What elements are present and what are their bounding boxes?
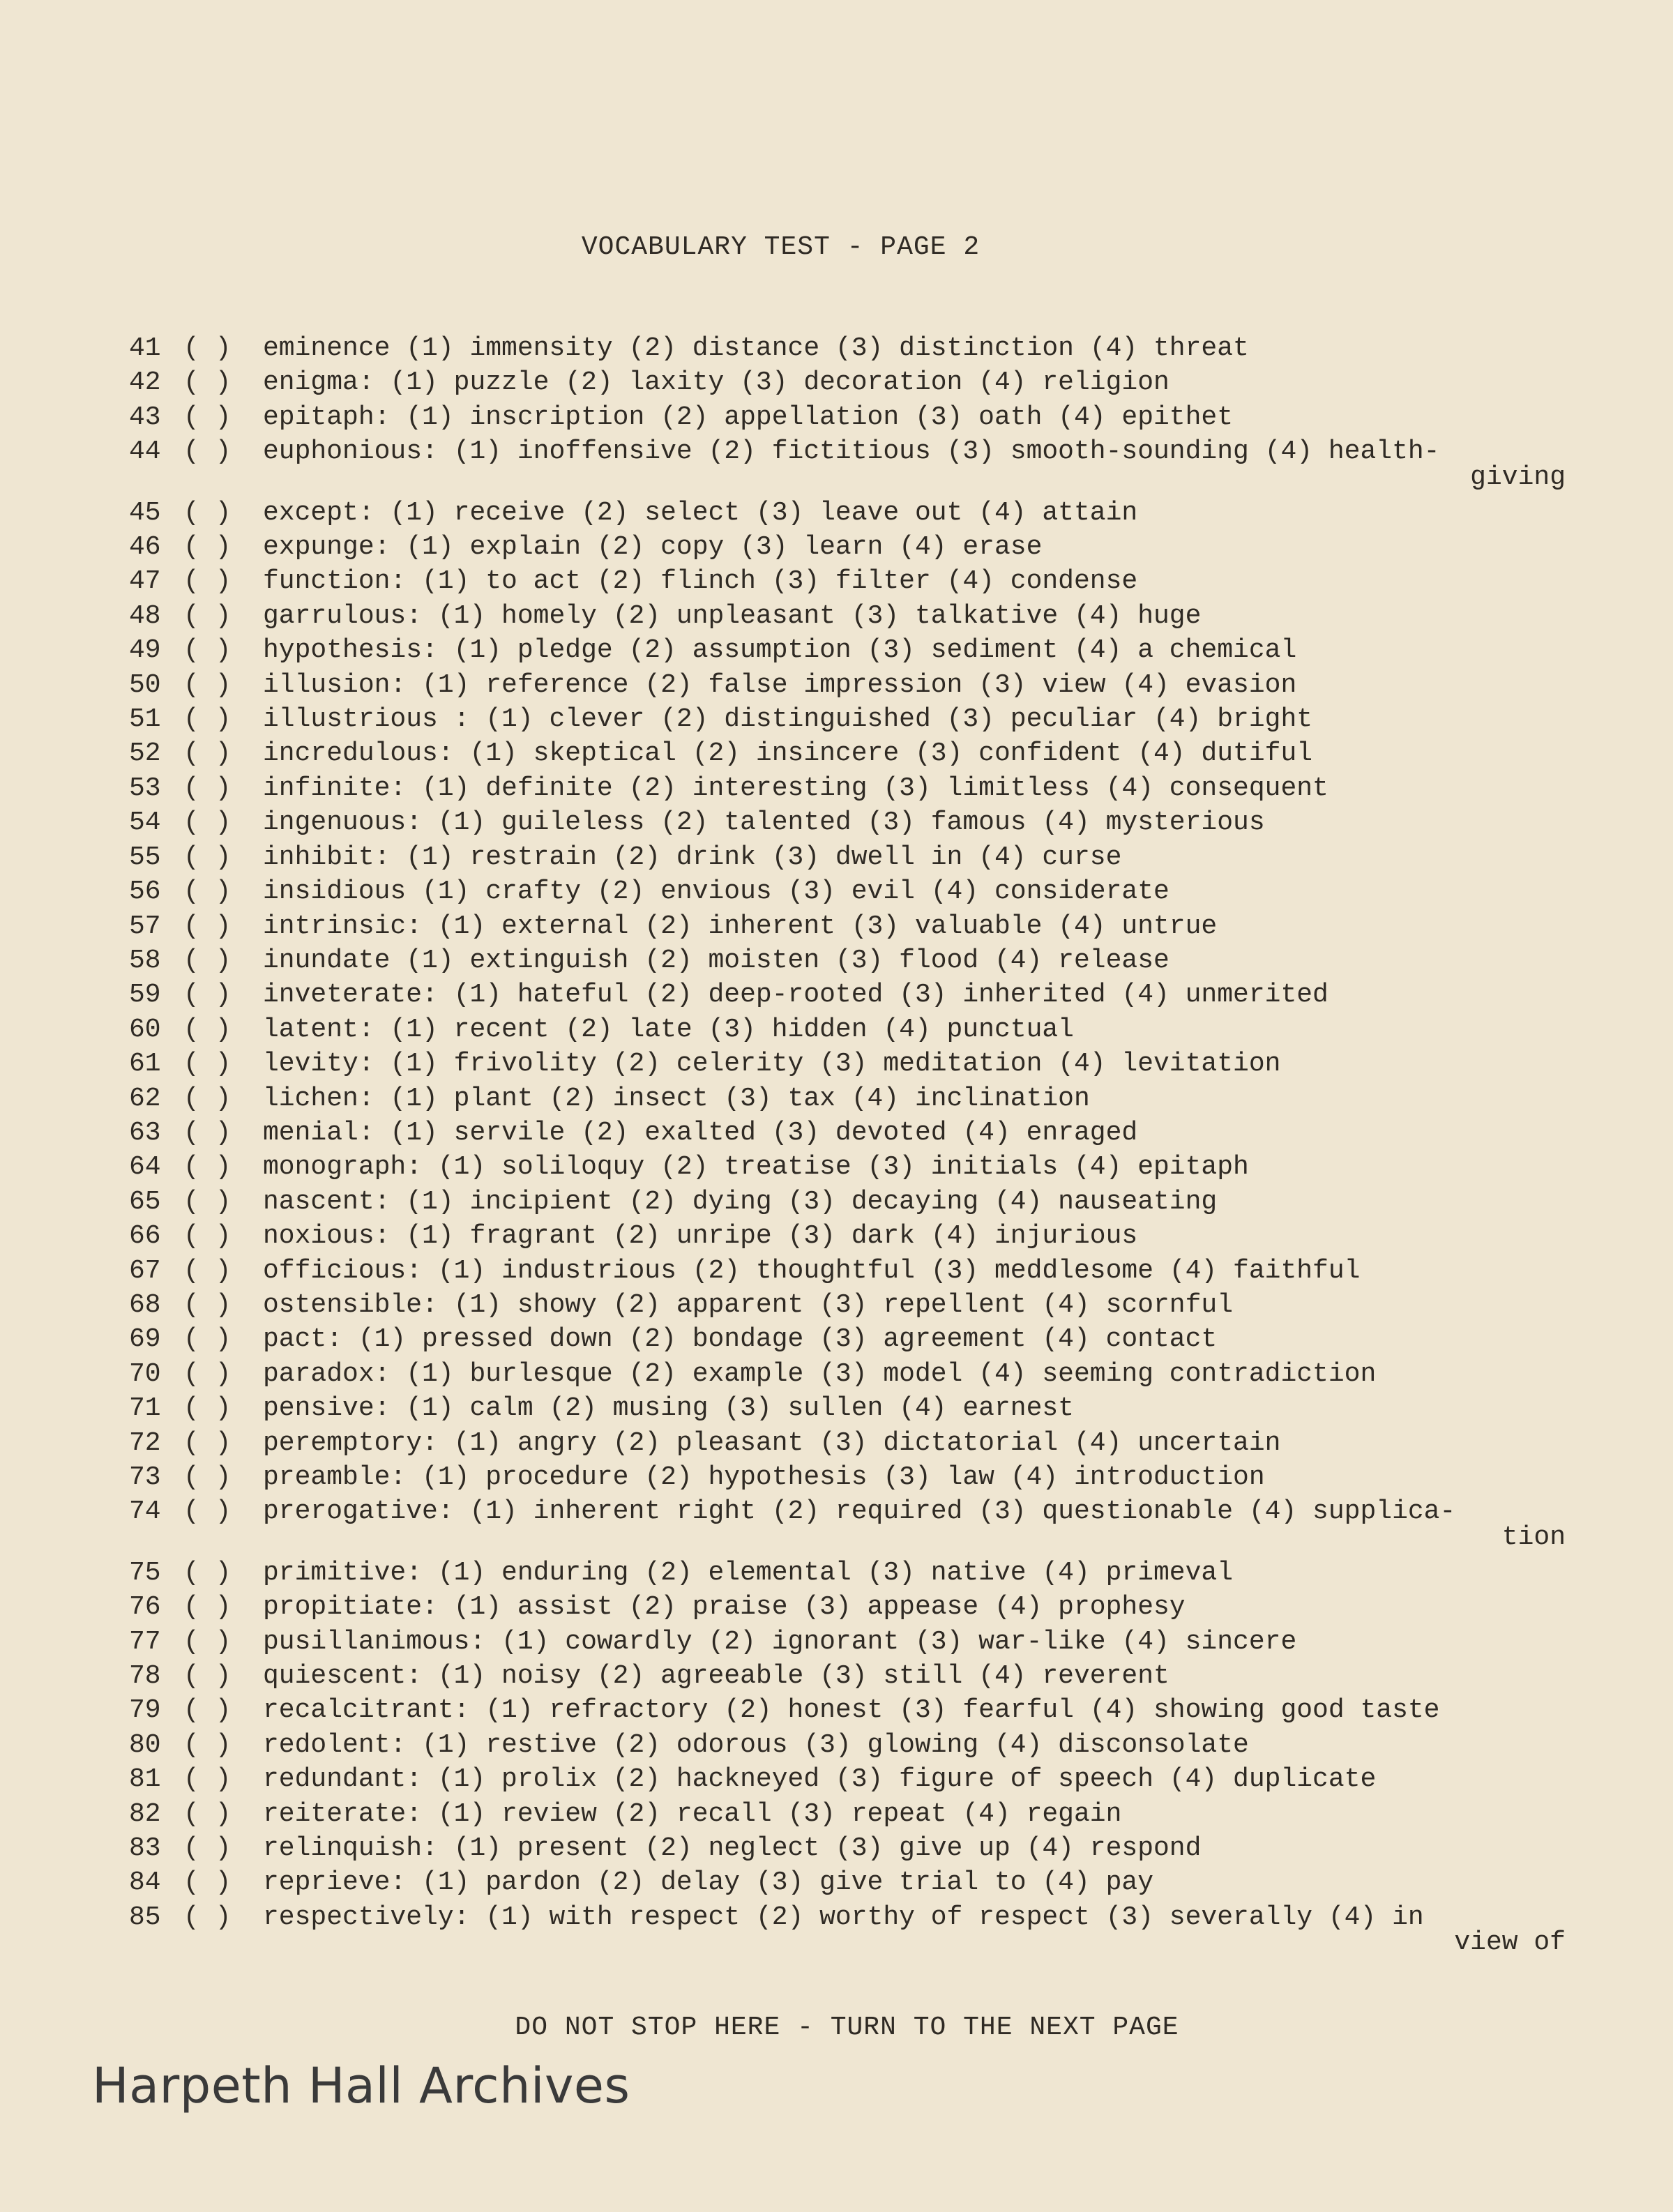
item-question-text: insidious (1) crafty (2) envious (3) evil (4) considerate: [263, 877, 1169, 907]
answer-blank[interactable]: ( ): [183, 1152, 232, 1183]
answer-blank[interactable]: ( ): [183, 773, 232, 803]
item-number: 62: [129, 1083, 161, 1114]
vocabulary-item: [129, 1590, 1566, 1624]
answer-blank[interactable]: ( ): [183, 808, 232, 838]
item-question-text: incredulous: (1) skeptical (2) insincere (3) confident (4) dutiful: [263, 738, 1313, 769]
vocabulary-item: [129, 434, 1566, 469]
item-number: 73: [129, 1462, 161, 1492]
answer-blank[interactable]: ( ): [183, 1798, 232, 1829]
item-question-text: latent: (1) recent (2) late (3) hidden (4) punctual: [263, 1014, 1074, 1045]
vocabulary-item: [129, 1728, 1566, 1762]
answer-blank[interactable]: ( ): [183, 402, 232, 432]
vocabulary-item: [129, 1494, 1566, 1529]
item-number: 76: [129, 1592, 161, 1623]
item-number: 45: [129, 497, 161, 528]
answer-blank[interactable]: ( ): [183, 1868, 232, 1898]
item-number: 65: [129, 1186, 161, 1217]
item-number: 70: [129, 1358, 161, 1389]
vocabulary-item: [129, 944, 1566, 978]
answer-blank[interactable]: ( ): [183, 1083, 232, 1114]
item-question-text: pact: (1) pressed down (2) bondage (3) agreement (4) contact: [263, 1324, 1218, 1355]
item-number: 43: [129, 402, 161, 432]
item-question-text: redundant: (1) prolix (2) hackneyed (3) figure of speech (4) duplicate: [263, 1764, 1377, 1795]
vocabulary-item: [129, 736, 1566, 771]
vocabulary-item: [129, 1865, 1566, 1900]
item-number: 71: [129, 1393, 161, 1424]
answer-blank[interactable]: ( ): [183, 497, 232, 528]
vocabulary-item: [129, 1116, 1566, 1150]
item-question-text: quiescent: (1) noisy (2) agreeable (3) still (4) reverent: [263, 1661, 1169, 1692]
answer-blank[interactable]: ( ): [183, 1729, 232, 1760]
item-question-text: ingenuous: (1) guileless (2) talented (3) famous (4) mysterious: [263, 808, 1265, 838]
item-number: 67: [129, 1255, 161, 1286]
vocabulary-item: [129, 840, 1566, 874]
archive-watermark: Harpeth Hall Archives: [92, 2057, 630, 2114]
vocabulary-item: [129, 633, 1566, 667]
answer-blank[interactable]: ( ): [183, 333, 232, 363]
item-question-text: inhibit: (1) restrain (2) drink (3) dwell in (4) curse: [263, 842, 1122, 872]
answer-blank[interactable]: ( ): [183, 1695, 232, 1726]
item-number: 68: [129, 1289, 161, 1320]
item-number: 78: [129, 1661, 161, 1692]
item-question-text: prerogative: (1) inherent right (2) required (3) questionable (4) supplica-: [263, 1497, 1456, 1527]
answer-blank[interactable]: ( ): [183, 911, 232, 941]
answer-blank[interactable]: ( ): [183, 1626, 232, 1657]
item-number: 58: [129, 945, 161, 976]
item-number: 75: [129, 1557, 161, 1588]
answer-blank[interactable]: ( ): [183, 635, 232, 666]
vocabulary-item: [129, 1185, 1566, 1219]
vocabulary-item: [129, 1254, 1566, 1288]
item-number: 56: [129, 877, 161, 907]
answer-blank[interactable]: ( ): [183, 1289, 232, 1320]
item-question-text: menial: (1) servile (2) exalted (3) devoted (4) enraged: [263, 1117, 1138, 1148]
answer-blank[interactable]: ( ): [183, 1221, 232, 1252]
answer-blank[interactable]: ( ): [183, 1462, 232, 1492]
vocabulary-item: [129, 771, 1566, 805]
item-number: 57: [129, 911, 161, 941]
answer-blank[interactable]: ( ): [183, 368, 232, 398]
item-question-text: nascent: (1) incipient (2) dying (3) decaying (4) nauseating: [263, 1186, 1218, 1217]
item-question-text: peremptory: (1) angry (2) pleasant (3) dictatorial (4) uncertain: [263, 1427, 1281, 1458]
item-question-text: hypothesis: (1) pledge (2) assumption (3) sediment (4) a chemical: [263, 635, 1297, 666]
vocabulary-item: [129, 564, 1566, 598]
item-number: 53: [129, 773, 161, 803]
item-question-text: illusion: (1) reference (2) false impression (3) view (4) evasion: [263, 669, 1297, 700]
vocabulary-item: [129, 530, 1566, 564]
vocabulary-item: [129, 496, 1566, 530]
item-number: 63: [129, 1117, 161, 1148]
item-question-text: officious: (1) industrious (2) thoughtful (3) meddlesome (4) faithful: [263, 1255, 1361, 1286]
item-question-text: noxious: (1) fragrant (2) unripe (3) dark (4) injurious: [263, 1221, 1138, 1252]
vocabulary-item: [129, 702, 1566, 736]
answer-blank[interactable]: ( ): [183, 1186, 232, 1217]
answer-blank[interactable]: ( ): [183, 1764, 232, 1795]
answer-blank[interactable]: ( ): [183, 738, 232, 769]
item-number: 47: [129, 566, 161, 597]
item-number: 66: [129, 1221, 161, 1252]
item-question-text: recalcitrant: (1) refractory (2) honest (3) fearful (4) showing good taste: [263, 1695, 1440, 1726]
item-question-text: function: (1) to act (2) flinch (3) filter (4) condense: [263, 566, 1138, 597]
answer-blank[interactable]: ( ): [183, 1427, 232, 1458]
item-question-text: redolent: (1) restive (2) odorous (3) glowing (4) disconsolate: [263, 1729, 1249, 1760]
item-number: 60: [129, 1014, 161, 1045]
vocabulary-item: [129, 1322, 1566, 1356]
item-question-text: epitaph: (1) inscription (2) appellation (3) oath (4) epithet: [263, 402, 1234, 432]
answer-blank[interactable]: ( ): [183, 1255, 232, 1286]
item-number: 55: [129, 842, 161, 872]
vocabulary-item: [129, 1693, 1566, 1727]
answer-blank[interactable]: ( ): [183, 1661, 232, 1692]
vocabulary-item: [129, 400, 1566, 434]
answer-blank[interactable]: ( ): [183, 1393, 232, 1424]
answer-blank[interactable]: ( ): [183, 1049, 232, 1080]
answer-blank[interactable]: ( ): [183, 566, 232, 597]
vocabulary-item: [129, 365, 1566, 400]
item-number: 59: [129, 980, 161, 1010]
item-continuation-text: giving: [1470, 462, 1566, 492]
item-question-text: primitive: (1) enduring (2) elemental (3) native (4) primeval: [263, 1557, 1234, 1588]
item-number: 74: [129, 1497, 161, 1527]
item-continuation-text: view of: [1454, 1927, 1566, 1958]
answer-blank[interactable]: ( ): [183, 1324, 232, 1355]
answer-blank[interactable]: ( ): [183, 1497, 232, 1527]
vocabulary-item: [129, 668, 1566, 702]
item-number: 46: [129, 532, 161, 563]
vocabulary-item: [129, 1797, 1566, 1831]
vocabulary-item: [129, 805, 1566, 840]
answer-blank[interactable]: ( ): [183, 1592, 232, 1623]
answer-blank[interactable]: ( ): [183, 532, 232, 563]
vocabulary-item: [129, 1762, 1566, 1796]
item-number: 41: [129, 333, 161, 363]
item-question-text: ostensible: (1) showy (2) apparent (3) repellent (4) scornful: [263, 1289, 1234, 1320]
item-question-text: eminence (1) immensity (2) distance (3) distinction (4) threat: [263, 333, 1249, 363]
answer-blank[interactable]: ( ): [183, 1557, 232, 1588]
item-question-text: infinite: (1) definite (2) interesting (3) limitless (4) consequent: [263, 773, 1328, 803]
vocabulary-item: [129, 1219, 1566, 1253]
page-title: VOCABULARY TEST - PAGE 2: [581, 232, 981, 262]
answer-blank[interactable]: ( ): [183, 945, 232, 976]
item-number: 77: [129, 1626, 161, 1657]
answer-blank[interactable]: ( ): [183, 1358, 232, 1389]
vocabulary-item: [129, 874, 1566, 909]
answer-blank[interactable]: ( ): [183, 1902, 232, 1932]
answer-blank[interactable]: ( ): [183, 600, 232, 631]
vocabulary-item: [129, 1288, 1566, 1322]
item-number: 48: [129, 600, 161, 631]
item-question-text: preamble: (1) procedure (2) hypothesis (3) law (4) introduction: [263, 1462, 1265, 1492]
item-number: 82: [129, 1798, 161, 1829]
vocabulary-item: [129, 1150, 1566, 1184]
answer-blank[interactable]: ( ): [183, 1117, 232, 1148]
item-number: 85: [129, 1902, 161, 1932]
item-question-text: inveterate: (1) hateful (2) deep-rooted (3) inherited (4) unmerited: [263, 980, 1328, 1010]
item-number: 42: [129, 368, 161, 398]
item-question-text: propitiate: (1) assist (2) praise (3) appease (4) prophesy: [263, 1592, 1186, 1623]
item-number: 69: [129, 1324, 161, 1355]
item-number: 81: [129, 1764, 161, 1795]
vocabulary-item: [129, 1900, 1566, 1934]
vocabulary-item: [129, 1625, 1566, 1659]
vocabulary-item: [129, 1426, 1566, 1460]
vocabulary-item: [129, 1082, 1566, 1116]
vocabulary-item: [129, 909, 1566, 944]
item-number: 61: [129, 1049, 161, 1080]
answer-blank[interactable]: ( ): [183, 1833, 232, 1864]
item-number: 83: [129, 1833, 161, 1864]
item-question-text: relinquish: (1) present (2) neglect (3) give up (4) respond: [263, 1833, 1202, 1864]
item-question-text: euphonious: (1) inoffensive (2) fictitious (3) smooth-sounding (4) health-: [263, 437, 1440, 467]
item-number: 54: [129, 808, 161, 838]
answer-blank[interactable]: ( ): [183, 877, 232, 907]
item-question-text: intrinsic: (1) external (2) inherent (3) valuable (4) untrue: [263, 911, 1218, 941]
item-question-text: illustrious : (1) clever (2) distinguished (3) peculiar (4) bright: [263, 704, 1313, 735]
vocabulary-item: [129, 1659, 1566, 1693]
item-question-text: expunge: (1) explain (2) copy (3) learn (4) erase: [263, 532, 1043, 563]
answer-blank[interactable]: ( ): [183, 704, 232, 735]
vocabulary-item: [129, 1047, 1566, 1081]
vocabulary-item: [129, 331, 1566, 365]
vocabulary-item: [129, 599, 1566, 633]
item-question-text: reiterate: (1) review (2) recall (3) repeat (4) regain: [263, 1798, 1122, 1829]
item-question-text: pusillanimous: (1) cowardly (2) ignorant (3) war-like (4) sincere: [263, 1626, 1297, 1657]
vocabulary-item-list: [129, 331, 1566, 1961]
item-number: 80: [129, 1729, 161, 1760]
item-question-text: paradox: (1) burlesque (2) example (3) model (4) seeming contradiction: [263, 1358, 1377, 1389]
item-question-text: lichen: (1) plant (2) insect (3) tax (4) inclination: [263, 1083, 1090, 1114]
item-number: 64: [129, 1152, 161, 1183]
item-question-text: reprieve: (1) pardon (2) delay (3) give trial to (4) pay: [263, 1868, 1154, 1898]
vocabulary-item: [129, 978, 1566, 1012]
vocabulary-item: [129, 1460, 1566, 1494]
footer-instruction: DO NOT STOP HERE - TURN TO THE NEXT PAGE: [515, 2013, 1179, 2043]
item-question-text: respectively: (1) with respect (2) worthy of respect (3) severally (4) in: [263, 1902, 1424, 1932]
item-number: 44: [129, 437, 161, 467]
answer-blank[interactable]: ( ): [183, 980, 232, 1010]
item-question-text: monograph: (1) soliloquy (2) treatise (3) initials (4) epitaph: [263, 1152, 1249, 1183]
answer-blank[interactable]: ( ): [183, 437, 232, 467]
item-question-text: enigma: (1) puzzle (2) laxity (3) decoration (4) religion: [263, 368, 1169, 398]
vocabulary-item: [129, 1357, 1566, 1391]
item-number: 72: [129, 1427, 161, 1458]
item-number: 84: [129, 1868, 161, 1898]
item-number: 50: [129, 669, 161, 700]
vocabulary-item: [129, 1556, 1566, 1590]
vocabulary-item: [129, 1391, 1566, 1425]
answer-blank[interactable]: ( ): [183, 842, 232, 872]
item-question-text: garrulous: (1) homely (2) unpleasant (3) talkative (4) huge: [263, 600, 1202, 631]
item-question-text: pensive: (1) calm (2) musing (3) sullen (4) earnest: [263, 1393, 1074, 1424]
item-number: 49: [129, 635, 161, 666]
item-number: 79: [129, 1695, 161, 1726]
item-number: 52: [129, 738, 161, 769]
vocabulary-item: [129, 1831, 1566, 1865]
item-question-text: levity: (1) frivolity (2) celerity (3) meditation (4) levitation: [263, 1049, 1281, 1080]
answer-blank[interactable]: ( ): [183, 669, 232, 700]
vocabulary-item: [129, 1013, 1566, 1047]
item-continuation-text: tion: [1501, 1522, 1566, 1552]
item-question-text: inundate (1) extinguish (2) moisten (3) flood (4) release: [263, 945, 1169, 976]
item-number: 51: [129, 704, 161, 735]
answer-blank[interactable]: ( ): [183, 1014, 232, 1045]
item-question-text: except: (1) receive (2) select (3) leave out (4) attain: [263, 497, 1138, 528]
